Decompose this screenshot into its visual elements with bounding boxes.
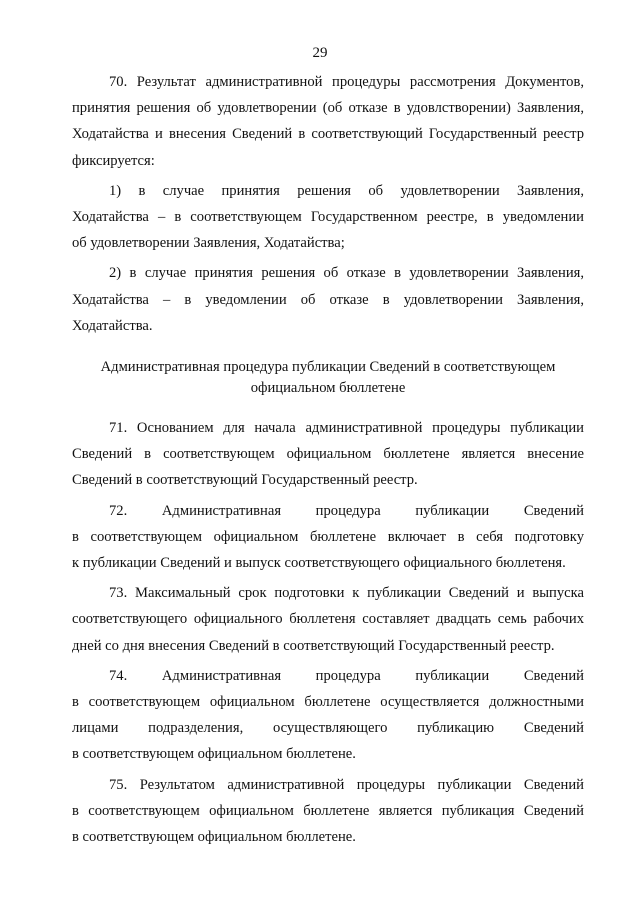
paragraph-line: 74. Административная процедура публикации Сведений: [109, 667, 584, 684]
paragraph-line: к публикации Сведений и выпуск соответствующего официального бюллетеня.: [72, 555, 566, 572]
paragraph-line: соответствующего официального бюллетеня составляет двадцать семь рабочих: [72, 611, 584, 628]
paragraph-line: 75. Результатом административной процедуры публикации Сведений: [109, 776, 584, 793]
paragraph-line: принятия решения об удовлетворении (об отказе в удовлствоpении) Заявления,: [72, 100, 584, 117]
paragraph-line: в соответствующем официальном бюллетене.: [72, 746, 356, 763]
paragraph-line: в соответствующем официальном бюллетене.: [72, 829, 356, 846]
paragraph-70: [72, 69, 584, 174]
paragraph-line: фиксируется:: [72, 152, 155, 169]
paragraph-line: дней со дня внесения Сведений в соответствующий Государственный реестр.: [72, 637, 555, 654]
paragraph-line: об удовлетворении Заявления, Ходатайства;: [72, 235, 345, 252]
document-body: [72, 69, 584, 850]
paragraph-line: 71. Основанием для начала административной процедуры публикации: [109, 420, 584, 437]
paragraph-72: [72, 498, 584, 577]
paragraph-line: Сведений в соответствующем официальном бюллетене является внесение: [72, 446, 584, 463]
paragraph-line: Ходатайства.: [72, 317, 153, 334]
paragraph-71: [72, 415, 584, 494]
paragraph-line: Ходатайства и внесения Сведений в соответствующий Государственный реестр: [72, 126, 584, 143]
section-heading: [72, 339, 584, 415]
paragraph-line: 73. Максимальный срок подготовки к публикации Сведений и выпуска: [109, 585, 584, 602]
paragraph-line: 2) в случае принятия решения об отказе в удовлетворении Заявления,: [109, 265, 584, 282]
paragraph-line: Ходатайства – в соответствующем Государственном реестре, в уведомлении: [72, 209, 584, 226]
paragraph-line: 70. Результат административной процедуры рассмотрения Документов,: [109, 74, 584, 90]
paragraph-70-item-2: [72, 260, 584, 339]
paragraph-line: Ходатайства – в уведомлении об отказе в удовлетворении Заявления,: [72, 291, 584, 308]
section-heading-line: официальном бюллетене: [250, 379, 406, 396]
paragraph-line: лицами подразделения, осуществляющего публикацию Сведений: [72, 720, 584, 737]
paragraph-line: Сведений в соответствующий Государственный реестр.: [72, 472, 418, 489]
paragraph-line: в соответствующем официальном бюллетене является публикация Сведений: [72, 802, 584, 819]
paragraph-line: 72. Административная процедура публикации Сведений: [109, 502, 584, 519]
paragraph-75: [72, 772, 584, 851]
section-heading-line: Административная процедура публикации Сведений в соответствующем: [100, 359, 556, 376]
paragraph-line: 1) в случае принятия решения об удовлетворении Заявления,: [109, 182, 584, 199]
paragraph-73: [72, 580, 584, 659]
page-number: 29: [312, 45, 328, 61]
paragraph-70-item-1: [72, 178, 584, 257]
paragraph-line: в соответствующем официальном бюллетене включает в себя подготовку: [72, 528, 584, 545]
paragraph-74: [72, 663, 584, 768]
paragraph-line: в соответствующем официальном бюллетене осуществляется должностными: [72, 694, 584, 711]
